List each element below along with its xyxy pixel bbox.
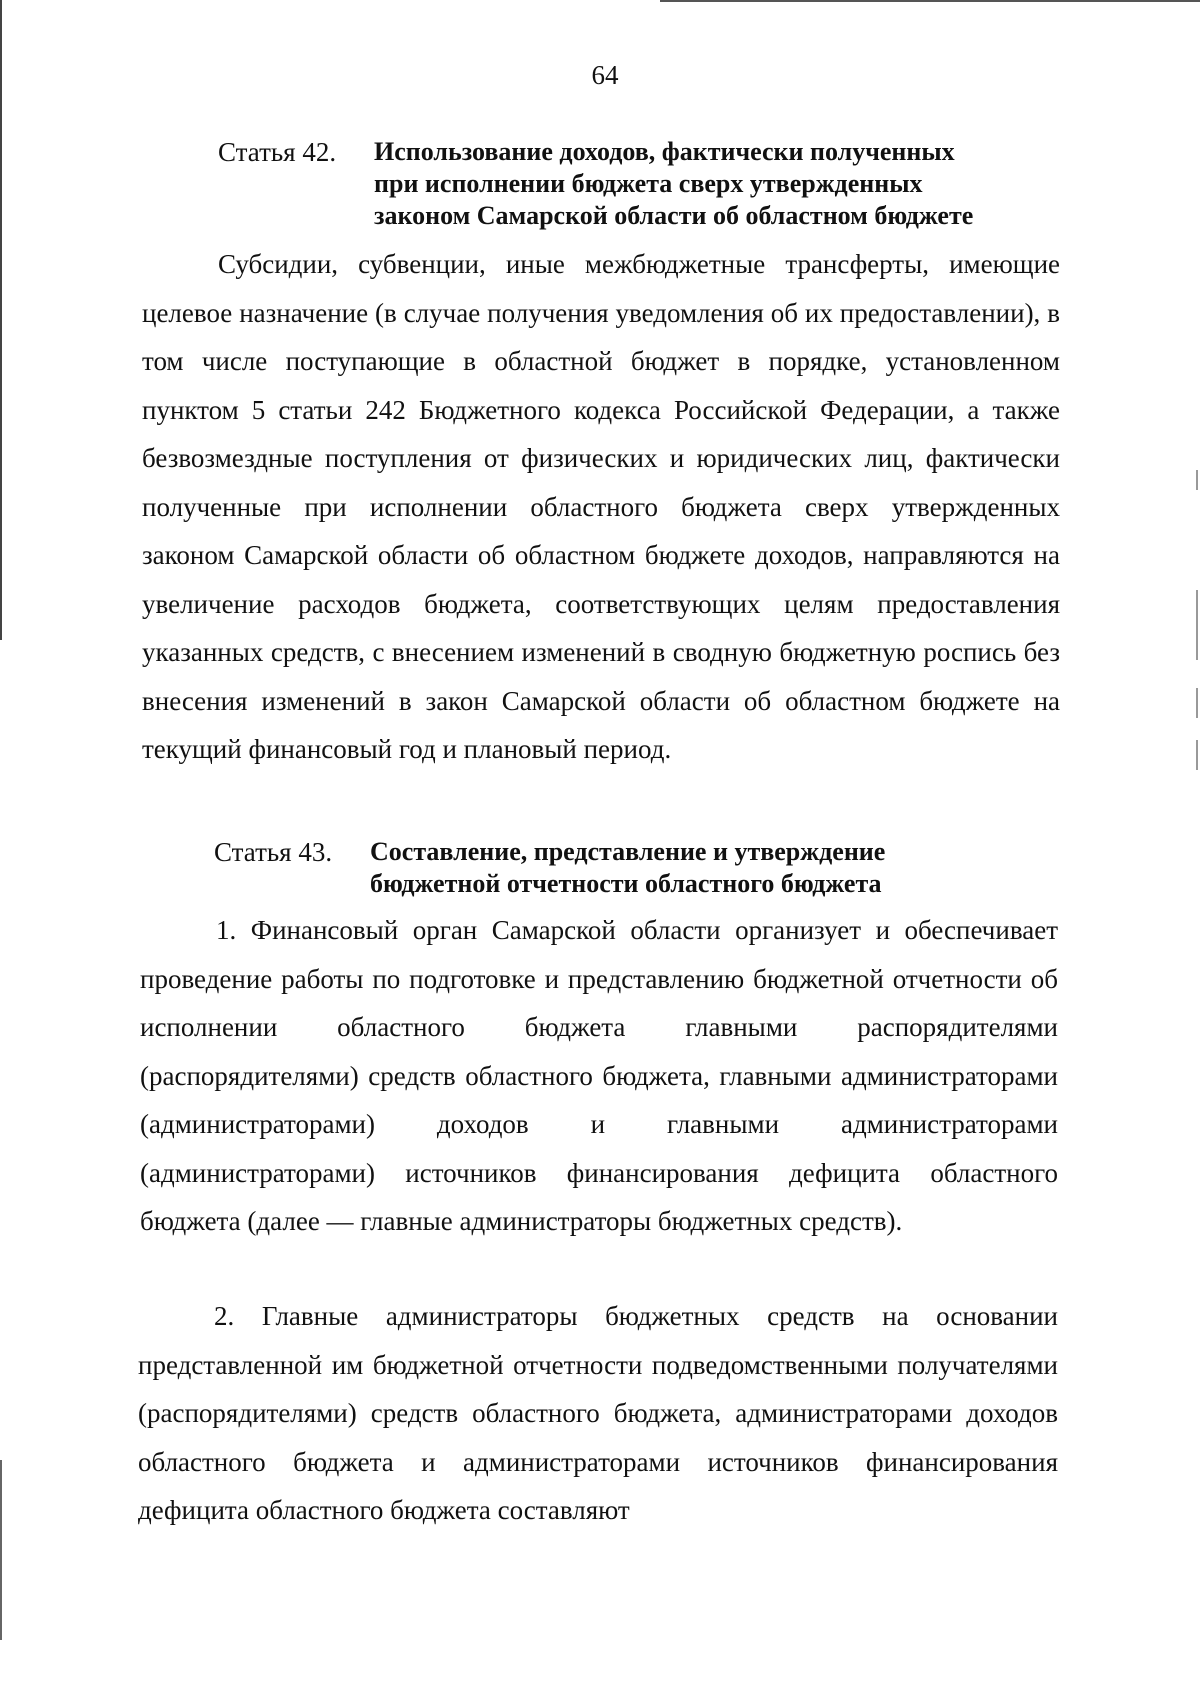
article-42-title — [374, 136, 973, 232]
article-43-paragraph-2: 2. Главные администраторы бюджетных средств на основании представленной им бюджетной отчетности подведомственными получателями (распорядителями) средств областного бюджета, администраторами доходов областного бюджета и администраторами источников финансирования дефицита областного бюджета составляют — [138, 1301, 1058, 1525]
article-42-heading — [218, 136, 1078, 232]
article-43-label: Статья 43. — [214, 837, 333, 867]
page-left-edge — [0, 0, 2, 640]
article-43-title-line: Составление, представление и утверждение — [370, 837, 886, 866]
scan-mark — [1196, 470, 1198, 490]
scan-mark — [1196, 590, 1198, 660]
scan-mark — [1196, 740, 1198, 770]
article-43-title — [370, 836, 885, 900]
article-42-title-line: Использование доходов, фактически полученных — [374, 137, 955, 166]
article-42-label: Статья 42. — [218, 137, 337, 167]
article-42-title-line: при исполнении бюджета сверх утвержденных — [374, 169, 923, 198]
page-left-edge-lower — [0, 1460, 2, 1640]
page-number: 64 — [591, 60, 619, 90]
article-43-title-line: бюджетной отчетности областного бюджета — [370, 869, 882, 898]
page-top-edge — [660, 0, 1200, 2]
article-43-heading — [214, 836, 1074, 900]
scan-mark — [1196, 688, 1198, 718]
article-42-paragraph: Субсидии, субвенции, иные межбюджетные трансферты, имеющие целевое назначение (в случае получения уведомления об их предоставлении), в том числе поступающие в областной бюджет в порядке, установленном пунктом 5 статьи 242 Бюджетного кодекса Российской Федерации, а также безвозмездные поступления от физических и юридических лиц, фактически полученные при исполнении областного бюджета сверх утвержденных законом Самарской области об областном бюджете доходов, направляются на увеличение расходов бюджета, соответствующих целям предоставления указанных средств, с внесением изменений в сводную бюджетную роспись без внесения изменений в закон Самарской области об областном бюджете на текущий финансовый год и плановый период. — [142, 249, 1060, 764]
article-43-paragraph-1: 1. Финансовый орган Самарской области организует и обеспечивает проведение работы по подготовке и представлению бюджетной отчетности об исполнении областного бюджета главными распорядителями (распорядителями) средств областного бюджета, главными администраторами (администраторами) доходов и главными администраторами (администраторами) источников финансирования дефицита областного бюджета (далее — главные администраторы бюджетных средств). — [140, 915, 1058, 1236]
article-42-title-line: законом Самарской области об областном бюджете — [374, 201, 974, 230]
